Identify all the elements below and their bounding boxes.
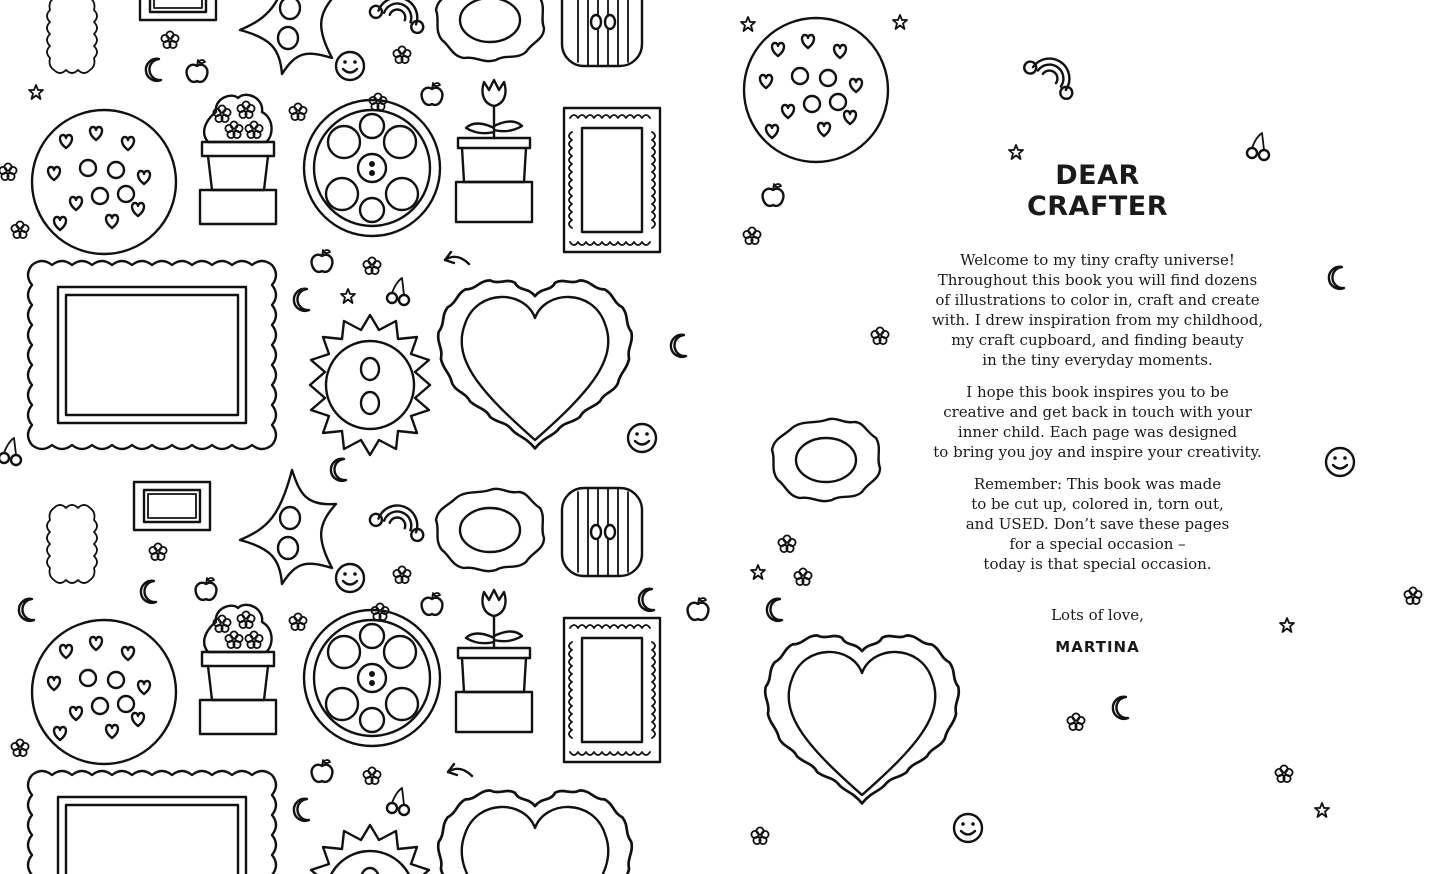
signature: MARTINA — [1055, 638, 1140, 656]
paragraph-line: to bring you joy and inspire your creativity. — [933, 443, 1262, 461]
closing-line: Lots of love, — [1051, 606, 1144, 624]
paragraph-line: I hope this book inspires you to be — [966, 383, 1229, 401]
paragraph-line: Remember: This book was made — [973, 475, 1222, 493]
paragraph-line: Throughout this book you will find dozens — [937, 271, 1258, 289]
title-line-2: CRAFTER — [1026, 191, 1169, 222]
paragraph-line: inner child. Each page was designed — [957, 423, 1238, 441]
paragraph-line: with. I drew inspiration from my childhood, — [931, 311, 1264, 329]
paragraph-line: to be cut up, colored in, torn out, — [971, 495, 1224, 513]
paragraph-line: for a special occasion – — [1009, 535, 1186, 553]
welcome-paragraph — [900, 250, 1295, 370]
paragraph-line: of illustrations to color in, craft and create — [935, 291, 1260, 309]
paragraph-line: my craft cupboard, and finding beauty — [951, 331, 1244, 349]
paragraph-line: and USED. Don’t save these pages — [965, 515, 1230, 533]
title-line-1: DEAR — [1055, 160, 1140, 191]
paragraph-line: in the tiny everyday moments. — [982, 351, 1213, 369]
dear-crafter-letter — [900, 160, 1295, 656]
hope-paragraph — [900, 382, 1295, 462]
paragraph-line: Welcome to my tiny crafty universe! — [960, 251, 1235, 269]
left-pattern — [0, 0, 708, 874]
paragraph-line: today is that special occasion. — [983, 555, 1212, 573]
remember-paragraph — [900, 474, 1295, 574]
letter-title — [900, 160, 1295, 222]
paragraph-line: creative and get back in touch with your — [943, 403, 1252, 421]
